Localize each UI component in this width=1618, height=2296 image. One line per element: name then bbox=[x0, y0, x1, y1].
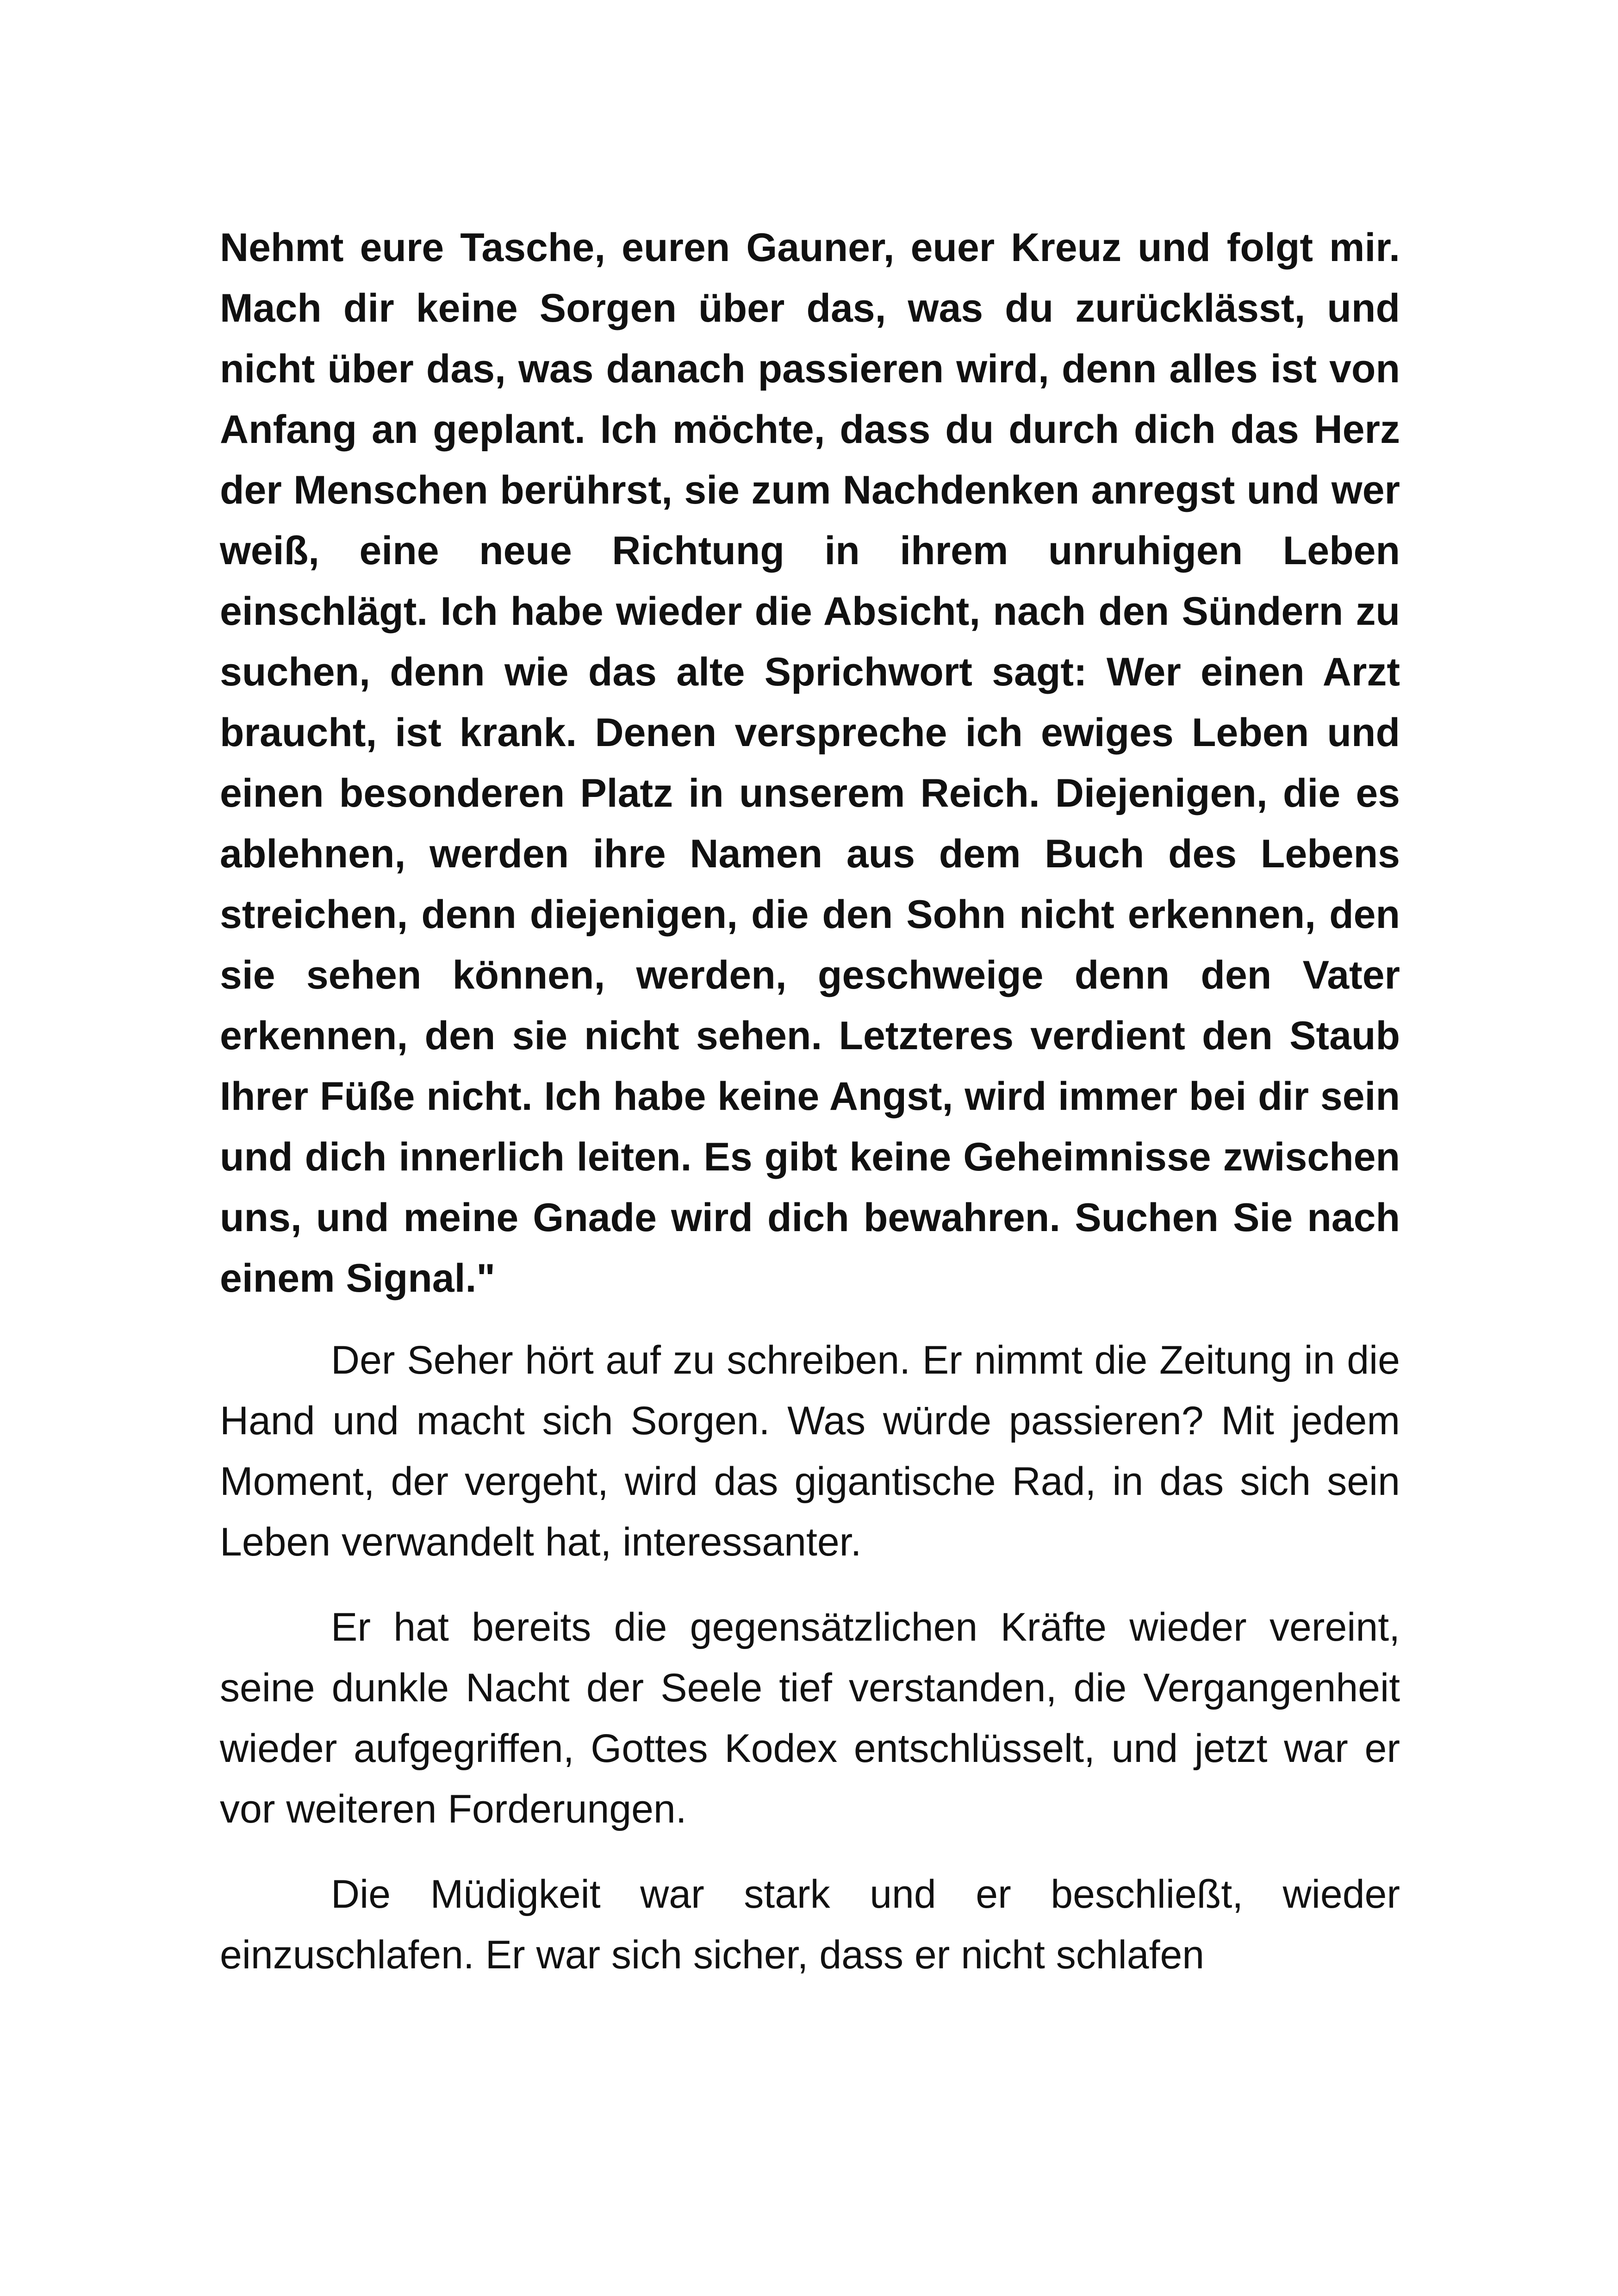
paragraph-4: Die Müdigkeit war stark und er beschließt, wieder einzuschlafen. Er war sich sicher, dass er nicht schlafen bbox=[220, 1872, 1400, 1977]
paragraph-3: Er hat bereits die gegensätzlichen Kräfte wieder vereint, seine dunkle Nacht der Seele tief verstanden, die Vergangenheit wieder aufgegriffen, Gottes Kodex entschlüsselt, und jetzt war er vor weiteren Forderungen. bbox=[220, 1605, 1400, 1831]
paragraph-1: Nehmt eure Tasche, euren Gauner, euer Kreuz und folgt mir. Mach dir keine Sorgen über das, was du zurücklässt, und nicht über das, was danach passieren wird, denn alles ist von Anfang an geplant. Ich möchte, dass du durch dich das Herz der Menschen berührst, sie zum Nachdenken anregst und wer weiß, eine neue Richtung in ihrem unruhigen Leben einschlägt. Ich habe wieder die Absicht, nach den Sündern zu suchen, denn wie das alte Sprichwort sagt: Wer einen Arzt braucht, ist krank. Denen verspreche ich ewiges Leben und einen besonderen Platz in unserem Reich. Diejenigen, die es ablehnen, werden ihre Namen aus dem Buch des Lebens streichen, denn diejenigen, die den Sohn nicht erkennen, den sie sehen können, werden, geschweige denn den Vater erkennen, den sie nicht sehen. Letzteres verdient den Staub Ihrer Füße nicht. Ich habe keine Angst, wird immer bei dir sein und dich innerlich leiten. Es gibt keine Geheimnisse zwischen uns, und meine Gnade wird dich bewahren. Suchen Sie nach einem Signal." bbox=[220, 225, 1400, 1300]
paragraph-2: Der Seher hört auf zu schreiben. Er nimmt die Zeitung in die Hand und macht sich Sorgen. Was würde passieren? Mit jedem Moment, der vergeht, wird das gigantische Rad, in das sich sein Leben verwandelt hat, interessanter. bbox=[220, 1338, 1400, 1564]
page-body bbox=[220, 218, 1400, 2010]
